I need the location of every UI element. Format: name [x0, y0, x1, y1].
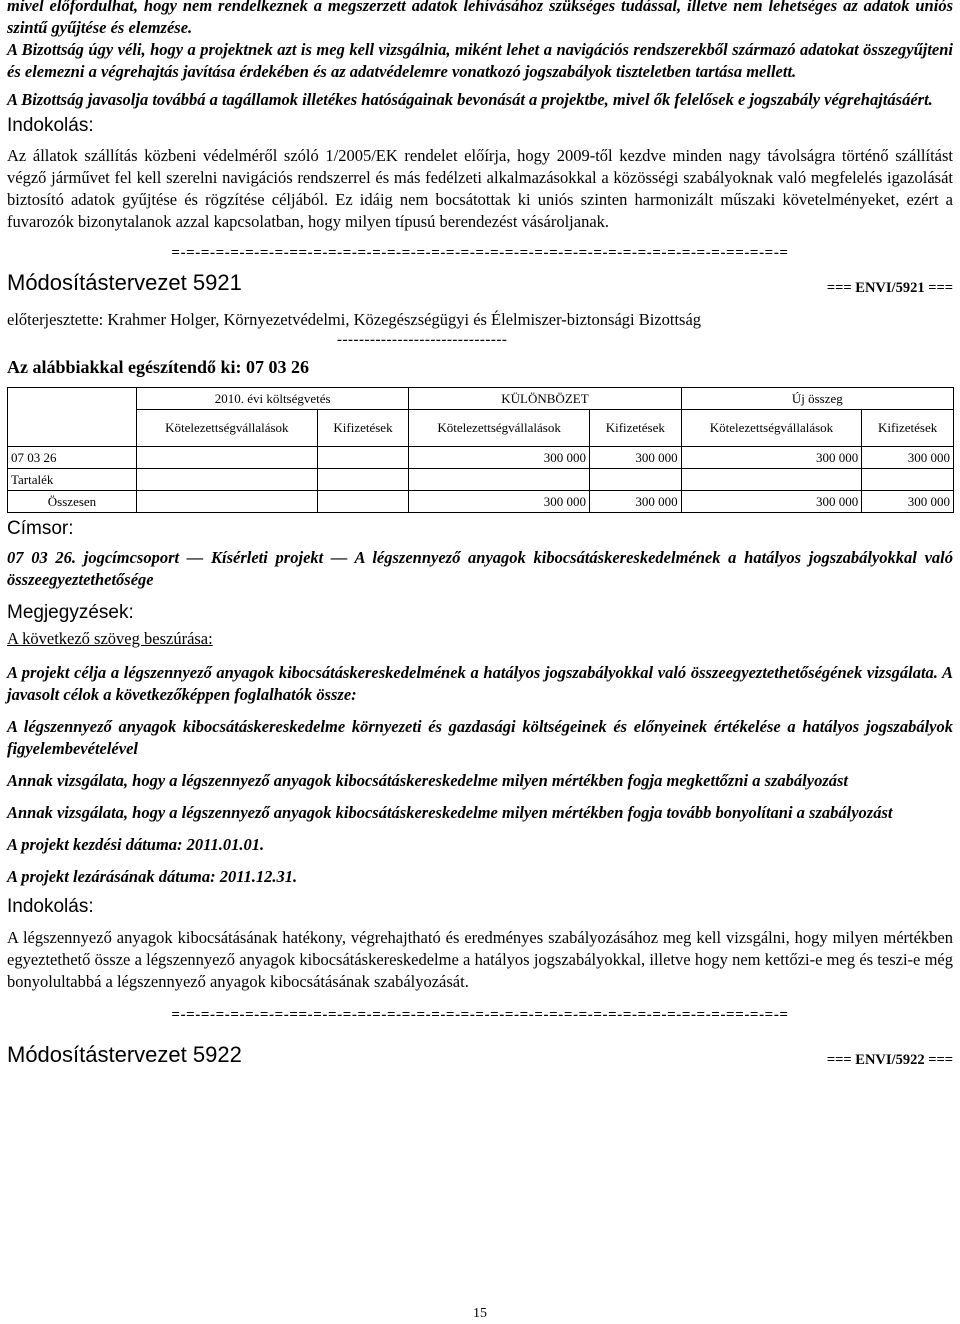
- insert-label-text: A következő szöveg beszúrása:: [7, 629, 213, 648]
- cell-value: 300 000: [409, 447, 590, 469]
- document-page: [7, 0, 953, 1069]
- justification-heading: Indokolás:: [7, 115, 94, 136]
- subheader: Kötelezettségvállalások: [137, 410, 318, 447]
- title-heading: Címsor:: [7, 518, 74, 539]
- group-header: Új összeg: [681, 388, 953, 410]
- title-text: 07 03 26. jogcímcsoport — Kísérleti projekt — A légszennyező anyagok kibocsátáskereskedelmének a hatályos jogszabályokkal való összeegyeztethetősége: [7, 548, 953, 589]
- next-amendment-header: [7, 1041, 953, 1069]
- project-start-date: A projekt kezdési dátuma: 2011.01.01.: [7, 835, 265, 854]
- empty-cell: [317, 469, 409, 491]
- table-row: [8, 410, 954, 447]
- empty-cell: [137, 469, 318, 491]
- remarks-heading: Megjegyzések:: [7, 602, 134, 623]
- cell-value: 300 000: [862, 447, 954, 469]
- empty-cell: [589, 469, 681, 491]
- row-label: 07 03 26: [8, 447, 137, 469]
- next-amendment-code: === ENVI/5922 ===: [826, 1052, 953, 1068]
- row-label: Összesen: [8, 491, 137, 513]
- empty-cell: [8, 388, 137, 447]
- cell-value: 300 000: [862, 491, 954, 513]
- amendment-code: === ENVI/5921 ===: [826, 280, 953, 296]
- subheader: Kifizetések: [589, 410, 681, 447]
- group-header: KÜLÖNBÖZET: [409, 388, 681, 410]
- cell-value: [317, 447, 409, 469]
- separator-line-2: =-=-=-=-=-=-=-=-==-=-=-=-=-=-=-=-=-=-=-=-=-=-=-=-=-=-=-=-=-=-=-=-=-=-=-=-=-==-=-=-=: [171, 1007, 789, 1023]
- cell-value: 300 000: [409, 491, 590, 513]
- remark-item: A projekt célja a légszennyező anyagok kibocsátáskereskedelmének a hatályos jogszabályokkal való összeegyeztethetőségének vizsgálata. A javasolt célok a következőképpen foglalhatók össze:: [7, 663, 953, 704]
- remark-item: Annak vizsgálata, hogy a légszennyező anyagok kibocsátáskereskedelme milyen mértékben fogja tovább bonyolítani a szabályozást: [7, 803, 893, 822]
- project-end-date: A projekt lezárásának dátuma: 2011.12.31.: [7, 867, 298, 886]
- empty-cell: [862, 469, 954, 491]
- cell-value: 300 000: [681, 491, 862, 513]
- next-amendment-title: Módosítástervezet 5922: [7, 1042, 242, 1067]
- cell-value: 300 000: [681, 447, 862, 469]
- justification-text-2: A légszennyező anyagok kibocsátásának hatékony, végrehajtható és eredményes szabályozásához meg kell vizsgálni, hogy milyen mértékben egyeztethető össze a légszennyező anyagok kibocsátáskereskedelme a hatályos jogszabályokkal, illetve hogy nem kettőzi-e meg és teszi-e még bonyolultabbá a légszennyező anyagok kibocsátásának szabályozását.: [7, 928, 953, 991]
- cell-value: [137, 447, 318, 469]
- intro-paragraph-2: A Bizottság úgy véli, hogy a projektnek azt is meg kell vizsgálnia, miként lehet a navigációs rendszerekből származó adatokat összegyűjteni és elemezni a végrehajtás javítása érdekében és az adatvédelemre vonatkozó jogszabályok tiszteletben tartása mellett.: [7, 40, 953, 81]
- tabled-by: előterjesztette: Krahmer Holger, Környezetvédelmi, Közegészségügyi és Élelmiszer-biztonsági Bizottság: [7, 310, 702, 329]
- amendment-header: [7, 269, 953, 297]
- amendment-title: Módosítástervezet 5921: [7, 270, 242, 295]
- table-row: [8, 388, 954, 410]
- table-row: [8, 469, 954, 491]
- group-header: 2010. évi költségvetés: [137, 388, 409, 410]
- table-row: [8, 447, 954, 469]
- justification-text: Az állatok szállítás közbeni védelméről szóló 1/2005/EK rendelet előírja, hogy 2009-től kezdve minden nagy távolságra történő szállítást végző járművet fel kell szerelni navigációs rendszerrel és más fedélzeti alkalmazásokkal a közösségi szabályoknak való megfelelés igazolását biztosító adatok gyűjtése és rögzítése céljából. Ez idáig nem bocsátottak ki uniós szinten harmonizált műszaki követelményeket, ezért a fuvarozók bizonytalanok azzal kapcsolatban, hogy milyen típusú berendezést vásároljanak.: [7, 146, 953, 231]
- row-label: Tartalék: [8, 469, 137, 491]
- supplement-heading: Az alábbiakkal egészítendő ki: 07 03 26: [7, 357, 310, 377]
- insert-label: [7, 628, 953, 650]
- subheader: Kifizetések: [317, 410, 409, 447]
- justification-heading-2: Indokolás:: [7, 896, 94, 917]
- table-row-total: [8, 491, 954, 513]
- dash-line: -------------------------------: [337, 332, 508, 348]
- cell-value: 300 000: [589, 491, 681, 513]
- cell-value: [317, 491, 409, 513]
- cell-value: [137, 491, 318, 513]
- intro-paragraph-3: A Bizottság javasolja továbbá a tagállamok illetékes hatóságainak bevonását a projektbe, mivel ők felelősek e jogszabály végrehajtásáért.: [7, 90, 933, 109]
- cell-value: 300 000: [589, 447, 681, 469]
- separator-line: =-=-=-=-=-=-=-=-==-=-=-=-=-=-=-=-=-=-=-=-=-=-=-=-=-=-=-=-=-=-=-=-=-=-=-=-=-==-=-=-=: [171, 245, 789, 261]
- subheader: Kifizetések: [862, 410, 954, 447]
- empty-cell: [681, 469, 862, 491]
- remark-item: A légszennyező anyagok kibocsátáskereskedelme környezeti és gazdasági költségeinek és előnyeinek értékelése a hatályos jogszabályok figyelembevételével: [7, 717, 953, 758]
- subheader: Kötelezettségvállalások: [409, 410, 590, 447]
- intro-paragraph-1: mivel előfordulhat, hogy nem rendelkeznek a megszerzett adatok lehívásához szükséges tudással, illetve nem lehetséges az adatok uniós szintű gyűjtése és elemzése.: [7, 0, 953, 37]
- page-number: 15: [473, 1306, 487, 1321]
- empty-cell: [409, 469, 590, 491]
- remark-item: Annak vizsgálata, hogy a légszennyező anyagok kibocsátáskereskedelme milyen mértékben fogja megkettőzni a szabályozást: [7, 771, 849, 790]
- budget-table: [7, 387, 954, 513]
- subheader: Kötelezettségvállalások: [681, 410, 862, 447]
